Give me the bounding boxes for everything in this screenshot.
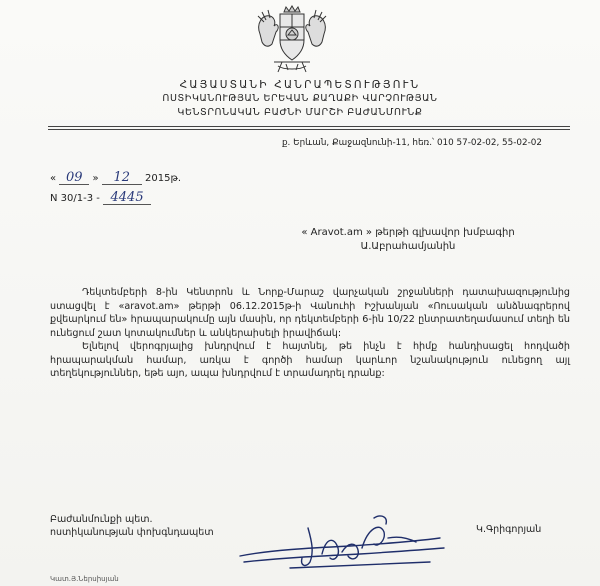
letterhead-department: ՈՍՏԻԿԱՆՈՒԹՅԱՆ ԵՐԵՎԱՆ ՔԱՂԱՔԻ ՎԱՐՉՈՒԹՅԱՆ — [162, 93, 438, 104]
signatory-name: Կ.Գրիգորյան — [476, 524, 542, 535]
address-line: ք. Երևան, Քաջազնունի-11, հեռ.՝ 010 57-02-02, 55-02-02 — [281, 138, 542, 148]
reference-number: 4445 — [103, 192, 151, 205]
body-paragraph-2: Ելնելով վերոգրյալից խնդրվում է հայտնել, թե ինչն է հիմք հանդիսացել հոդվածի հրապարակման համար, առկա է գործի համար կարևոր նշանակություն ունեցող այլ տեղեկություններ, եթե այո, ապա խնդրվում է տրամադրել դրանք: — [50, 341, 570, 379]
letterhead-division: ԿԵՆՏՐՈՆԱԿԱՆ ԲԱԺՆԻ ՄԱՐՇԻ ԲԱԺԱՆՄՈՒՆՔ — [177, 107, 423, 118]
executor-note: Կատ.Յ.Ներսիսյան — [50, 575, 119, 583]
handwritten-signature — [230, 508, 450, 582]
recipient-block — [278, 226, 538, 254]
letterhead-divider-bottom — [48, 129, 570, 130]
date-day: 09 — [59, 172, 89, 185]
date-year: 2015թ. — [145, 173, 182, 184]
coat-of-arms-emblem — [252, 4, 332, 76]
date-month: 12 — [102, 172, 142, 185]
date-open-quote: « — [50, 173, 57, 184]
letterhead-country: ՀԱՅԱՍՏԱՆԻ ՀԱՆՐԱՊԵՏՈՒԹՅՈՒՆ — [179, 79, 421, 91]
signatory-rank: ոստիկանության փոխգնդապետ — [50, 527, 214, 538]
recipient-title: « Aravot.am » թերթի գլխավոր խմբագիր — [301, 227, 515, 238]
date-line — [50, 172, 181, 185]
recipient-name: Ա.Աբրահամյանին — [360, 241, 456, 252]
reference-prefix: N 30/1-3 - — [50, 193, 100, 204]
body-paragraph-1: Դեկտեմբերի 8-ին Կենտրոն և Նորք-Մարաշ վարչական շրջանների դատախազությունից ստացվել է «aravot.am» թերթի 06.12.2015թ-ի Վանուհի Իշխանյան «Ոուսական անձնագրերով քվեարկում են» հրապարակումը այն մասին, որ դեկտեմբերի 6-ին 10/22 ընտրատեղամասում տեղի են ունեցում շատ կոտակումներ և անկերաիսելի իրավիճակ: — [50, 287, 570, 339]
signatory-position: Բաժանմունքի պետ. — [50, 514, 153, 525]
letter-body — [50, 286, 570, 381]
date-close-quote: » — [92, 173, 99, 184]
signatory-title — [50, 513, 214, 539]
letterhead-divider-top — [48, 126, 570, 127]
letterhead — [0, 78, 600, 120]
reference-line — [50, 192, 151, 205]
